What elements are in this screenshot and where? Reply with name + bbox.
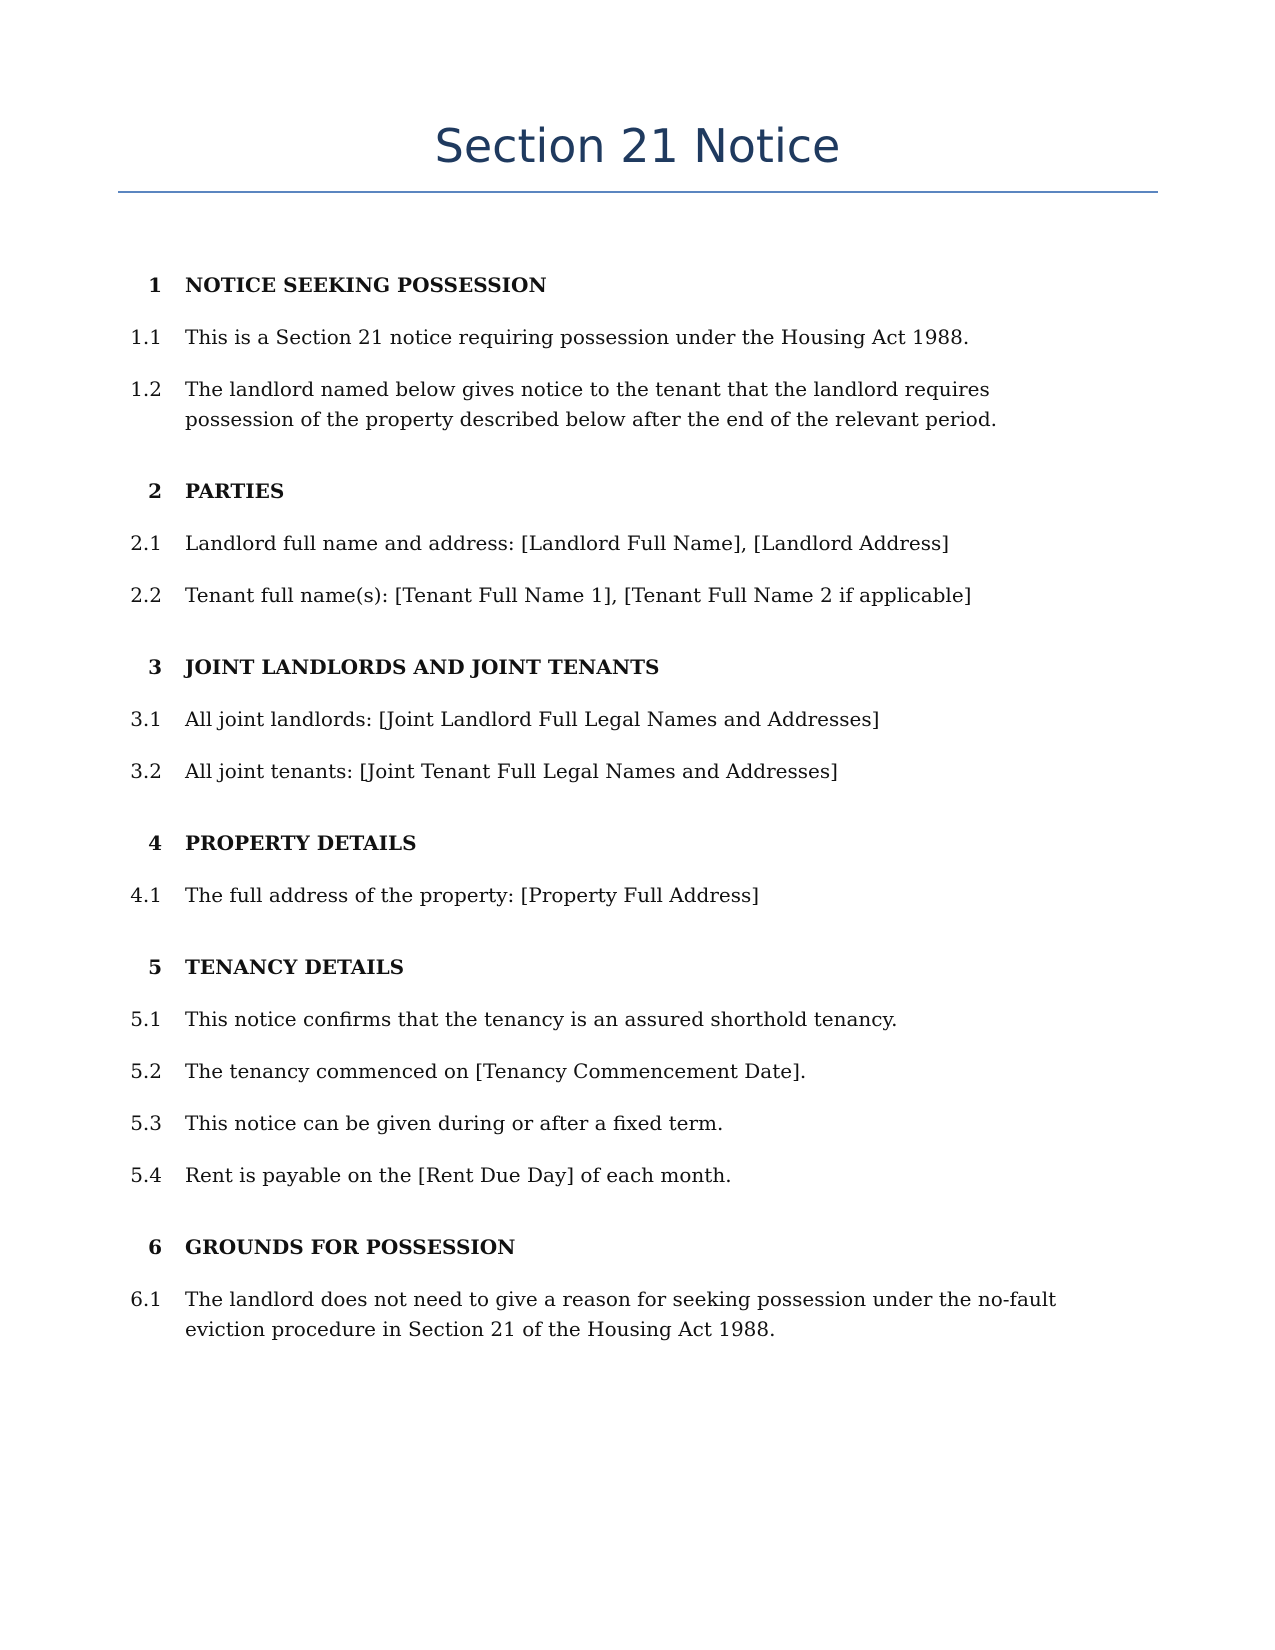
clause-number: 3.2 [130, 759, 162, 783]
section-heading [0, 270, 1275, 300]
section-title: PARTIES [185, 479, 285, 503]
section-title: GROUNDS FOR POSSESSION [185, 1235, 516, 1259]
section-number: 1 [148, 273, 162, 297]
clause-text: This notice confirms that the tenancy is an assured shorthold tenancy. [185, 1007, 898, 1031]
clause-number: 5.3 [130, 1111, 162, 1135]
clause [0, 580, 1275, 610]
clause-number: 2.1 [130, 531, 162, 555]
section-number: 4 [148, 831, 162, 855]
clause [0, 374, 1275, 434]
clause-text: The landlord named below gives notice to the tenant that the landlord requires possession of the property described below after the end of the relevant period. [185, 377, 997, 431]
clause-text: The landlord does not need to give a reason for seeking possession under the no-fault eviction procedure in Section 21 of the Housing Act 1988. [185, 1287, 1057, 1341]
clause-text: Rent is payable on the [Rent Due Day] of each month. [185, 1163, 732, 1187]
clause [0, 880, 1275, 910]
clause-number: 4.1 [130, 883, 162, 907]
section-heading [0, 476, 1275, 506]
document-title: Section 21 Notice [434, 119, 841, 173]
clause-text: All joint landlords: [Joint Landlord Full Legal Names and Addresses] [185, 707, 880, 731]
section-heading [0, 1232, 1275, 1262]
section-title: NOTICE SEEKING POSSESSION [185, 273, 547, 297]
section-heading [0, 652, 1275, 682]
clause-text: Tenant full name(s): [Tenant Full Name 1], [Tenant Full Name 2 if applicable] [185, 583, 972, 607]
clause-text: All joint tenants: [Joint Tenant Full Legal Names and Addresses] [185, 759, 838, 783]
section-number: 6 [148, 1235, 162, 1259]
section-title: JOINT LANDLORDS AND JOINT TENANTS [185, 655, 660, 679]
clause-number: 5.4 [130, 1163, 162, 1187]
clause-number: 5.1 [130, 1007, 162, 1031]
section-grounds-for-possession [0, 1232, 1275, 1344]
clause-text: The full address of the property: [Property Full Address] [185, 883, 760, 907]
title-underline [118, 191, 1158, 193]
clause-number: 1.2 [130, 377, 162, 401]
clause [0, 704, 1275, 734]
clause-text: This notice can be given during or after a fixed term. [185, 1111, 724, 1135]
section-heading [0, 828, 1275, 858]
clause-text: The tenancy commenced on [Tenancy Commencement Date]. [185, 1059, 807, 1083]
clause-text: This is a Section 21 notice requiring possession under the Housing Act 1988. [185, 325, 970, 349]
clause [0, 1056, 1275, 1086]
clause [0, 756, 1275, 786]
clause [0, 1284, 1275, 1344]
section-tenancy-details [0, 952, 1275, 1190]
clause [0, 1108, 1275, 1138]
section-number: 5 [148, 955, 162, 979]
clause-number: 6.1 [130, 1287, 162, 1311]
section-title: TENANCY DETAILS [185, 955, 405, 979]
section-property-details [0, 828, 1275, 910]
clause [0, 322, 1275, 352]
clause [0, 1004, 1275, 1034]
clause [0, 1160, 1275, 1190]
clause [0, 528, 1275, 558]
clause-number: 2.2 [130, 583, 162, 607]
section-number: 3 [148, 655, 162, 679]
section-parties [0, 476, 1275, 610]
section-heading [0, 952, 1275, 982]
clause-number: 5.2 [130, 1059, 162, 1083]
document-body [0, 270, 1275, 1386]
section-title: PROPERTY DETAILS [185, 831, 417, 855]
clause-number: 3.1 [130, 707, 162, 731]
section-notice-seeking-possession [0, 270, 1275, 434]
clause-text: Landlord full name and address: [Landlord Full Name], [Landlord Address] [185, 531, 950, 555]
section-joint-landlords-tenants [0, 652, 1275, 786]
section-number: 2 [148, 479, 162, 503]
clause-number: 1.1 [130, 325, 162, 349]
